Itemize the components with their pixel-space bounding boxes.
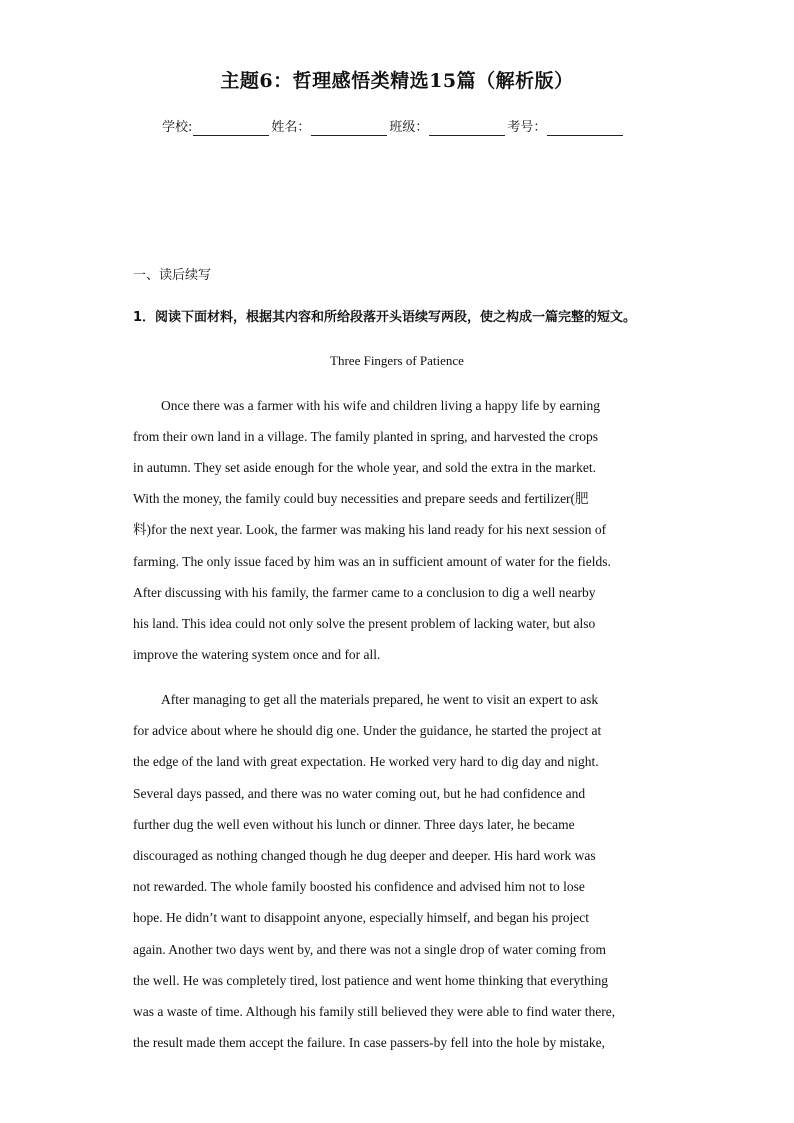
paragraph-1-line: farming. The only issue faced by him was an in sufficient amount of water for the fields. — [133, 554, 611, 569]
paragraph-2-line: for advice about where he should dig one. Under the guidance, he started the project at — [133, 723, 602, 738]
paragraph-2-line: Several days passed, and there was no water coming out, but he had confidence and — [133, 786, 586, 801]
paragraph-1-line: from their own land in a village. The family planted in spring, and harvested the crops — [133, 429, 598, 444]
school-blank[interactable] — [193, 121, 269, 136]
school-label: 学校: — [162, 120, 193, 135]
class-label: 班级： — [389, 120, 429, 135]
exam-number-blank[interactable] — [547, 121, 623, 136]
paragraph-1-line: 料)for the next year. Look, the farmer was making his land ready for his next session of — [133, 522, 607, 537]
paragraph-2-line: was a waste of time. Although his family still believed they were able to find water there, — [133, 1004, 616, 1019]
paragraph-2-line: the result made them accept the failure. In case passers-by fell into the hole by mistake, — [133, 1035, 605, 1050]
class-blank[interactable] — [429, 121, 505, 136]
question-instruction: 1．阅读下面材料，根据其内容和所给段落开头语续写两段，使之构成一篇完整的短文。 — [133, 310, 637, 325]
paragraph-2-line: discouraged as nothing changed though he dug deeper and deeper. His hard work was — [133, 848, 596, 863]
paragraph-2-line: the well. He was completely tired, lost patience and went home thinking that everything — [133, 973, 608, 988]
paragraph-1-line: After discussing with his family, the farmer came to a conclusion to dig a well nearby — [133, 585, 596, 600]
paragraph-1-line: in autumn. They set aside enough for the whole year, and sold the extra in the market. — [133, 460, 596, 475]
paragraph-1-line: improve the watering system once and for all. — [133, 647, 381, 662]
paragraph-2-line: again. Another two days went by, and there was not a single drop of water coming from — [133, 942, 607, 957]
exam-number-label: 考号： — [507, 120, 547, 135]
paragraph-2-line: further dug the well even without his lunch or dinner. Three days later, he became — [133, 817, 575, 832]
page-title: 主题6：哲理感悟类精选15篇（解析版） — [220, 70, 574, 92]
paragraph-2-line: not rewarded. The whole family boosted his confidence and advised him not to lose — [133, 879, 585, 894]
paragraph-2-line: hope. He didn’t want to disappoint anyone, especially himself, and began his project — [133, 910, 590, 925]
paragraph-1-line: his land. This idea could not only solve the present problem of lacking water, but also — [133, 616, 596, 631]
student-info-row — [162, 118, 625, 138]
paragraph-1-line: With the money, the family could buy necessities and prepare seeds and fertilizer(肥 — [133, 491, 589, 506]
paragraph-2-line: the edge of the land with great expectation. He worked very hard to dig day and night. — [133, 754, 599, 769]
passage-title: Three Fingers of Patience — [330, 353, 464, 368]
paragraph-2-line: After managing to get all the materials prepared, he went to visit an expert to ask — [161, 692, 599, 707]
section-heading: 一、读后续写 — [133, 268, 212, 283]
name-label: 姓名： — [271, 120, 311, 135]
paragraph-1-line: Once there was a farmer with his wife and children living a happy life by earning — [161, 398, 600, 413]
name-blank[interactable] — [311, 121, 387, 136]
